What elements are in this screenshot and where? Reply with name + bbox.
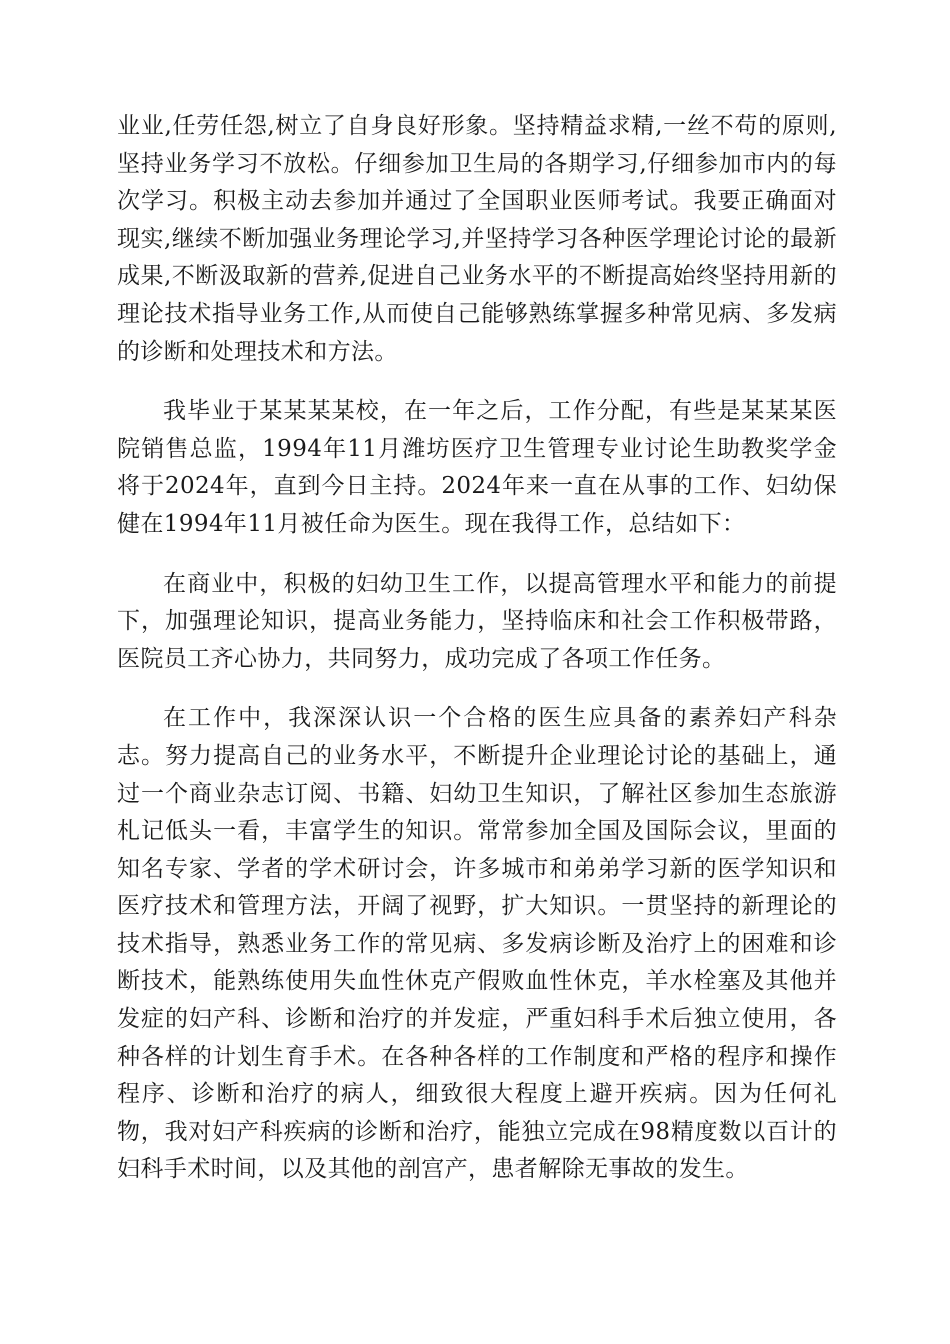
paragraph-work-details: 在工作中，我深深认识一个合格的医生应具备的素养妇产科杂志。努力提高自己的业务水平，不断提升企业理论讨论的基础上，通过一个商业杂志订阅、书籍、妇幼卫生知识，了解社区参加生态旅游札记低头一看，丰富学生的知识。常常参加全国及国际会议，里面的知名专家、学者的学术研讨会，许多城市和弟弟学习新的医学知识和医疗技术和管理方法，开阔了视野，扩大知识。一贯坚持的新理论的技术指导，熟悉业务工作的常见病、多发病诊断及治疗上的困难和诊断技术，能熟练使用失血性休克产假败血性休克，羊水栓塞及其他并发症的妇产科、诊断和治疗的并发症，严重妇科手术后独立使用，各种各样的计划生育手术。在各种各样的工作制度和严格的程序和操作程序、诊断和治疗的病人，细致很大程度上避开疾病。因为任何礼物，我对妇产科疾病的诊断和治疗，能独立完成在98精度数以百计的妇科手术时间，以及其他的剖宫产，患者解除无事故的发生。 (117, 705, 837, 1183)
paragraph-background: 我毕业于某某某某校，在一年之后，工作分配，有些是某某某医院销售总监，1994年11月潍坊医疗卫生管理专业讨论生助教奖学金将于2024年，直到今日主持。2024年来一直在从事的工作、妇幼保健在1994年11月被任命为医生。现在我得工作，总结如下： (117, 398, 837, 537)
document-page (117, 108, 837, 1211)
paragraph-continued: 业业,任劳任怨,树立了自身良好形象。坚持精益求精,一丝不苟的原则,坚持业务学习不放松。仔细参加卫生局的各期学习,仔细参加市内的每次学习。积极主动去参加并通过了全国职业医师考试。我要正确面对现实,继续不断加强业务理论学习,并坚持学习各种医学理论讨论的最新成果,不断汲取新的营养,促进自己业务水平的不断提高始终坚持用新的理论技术指导业务工作,从而使自己能够熟练掌握多种常见病、多发病的诊断和处理技术和方法。 (117, 113, 837, 365)
paragraph-work-overview: 在商业中，积极的妇幼卫生工作，以提高管理水平和能力的前提下，加强理论知识，提高业务能力，坚持临床和社会工作积极带路，医院员工齐心协力，共同努力，成功完成了各项工作任务。 (117, 570, 837, 672)
